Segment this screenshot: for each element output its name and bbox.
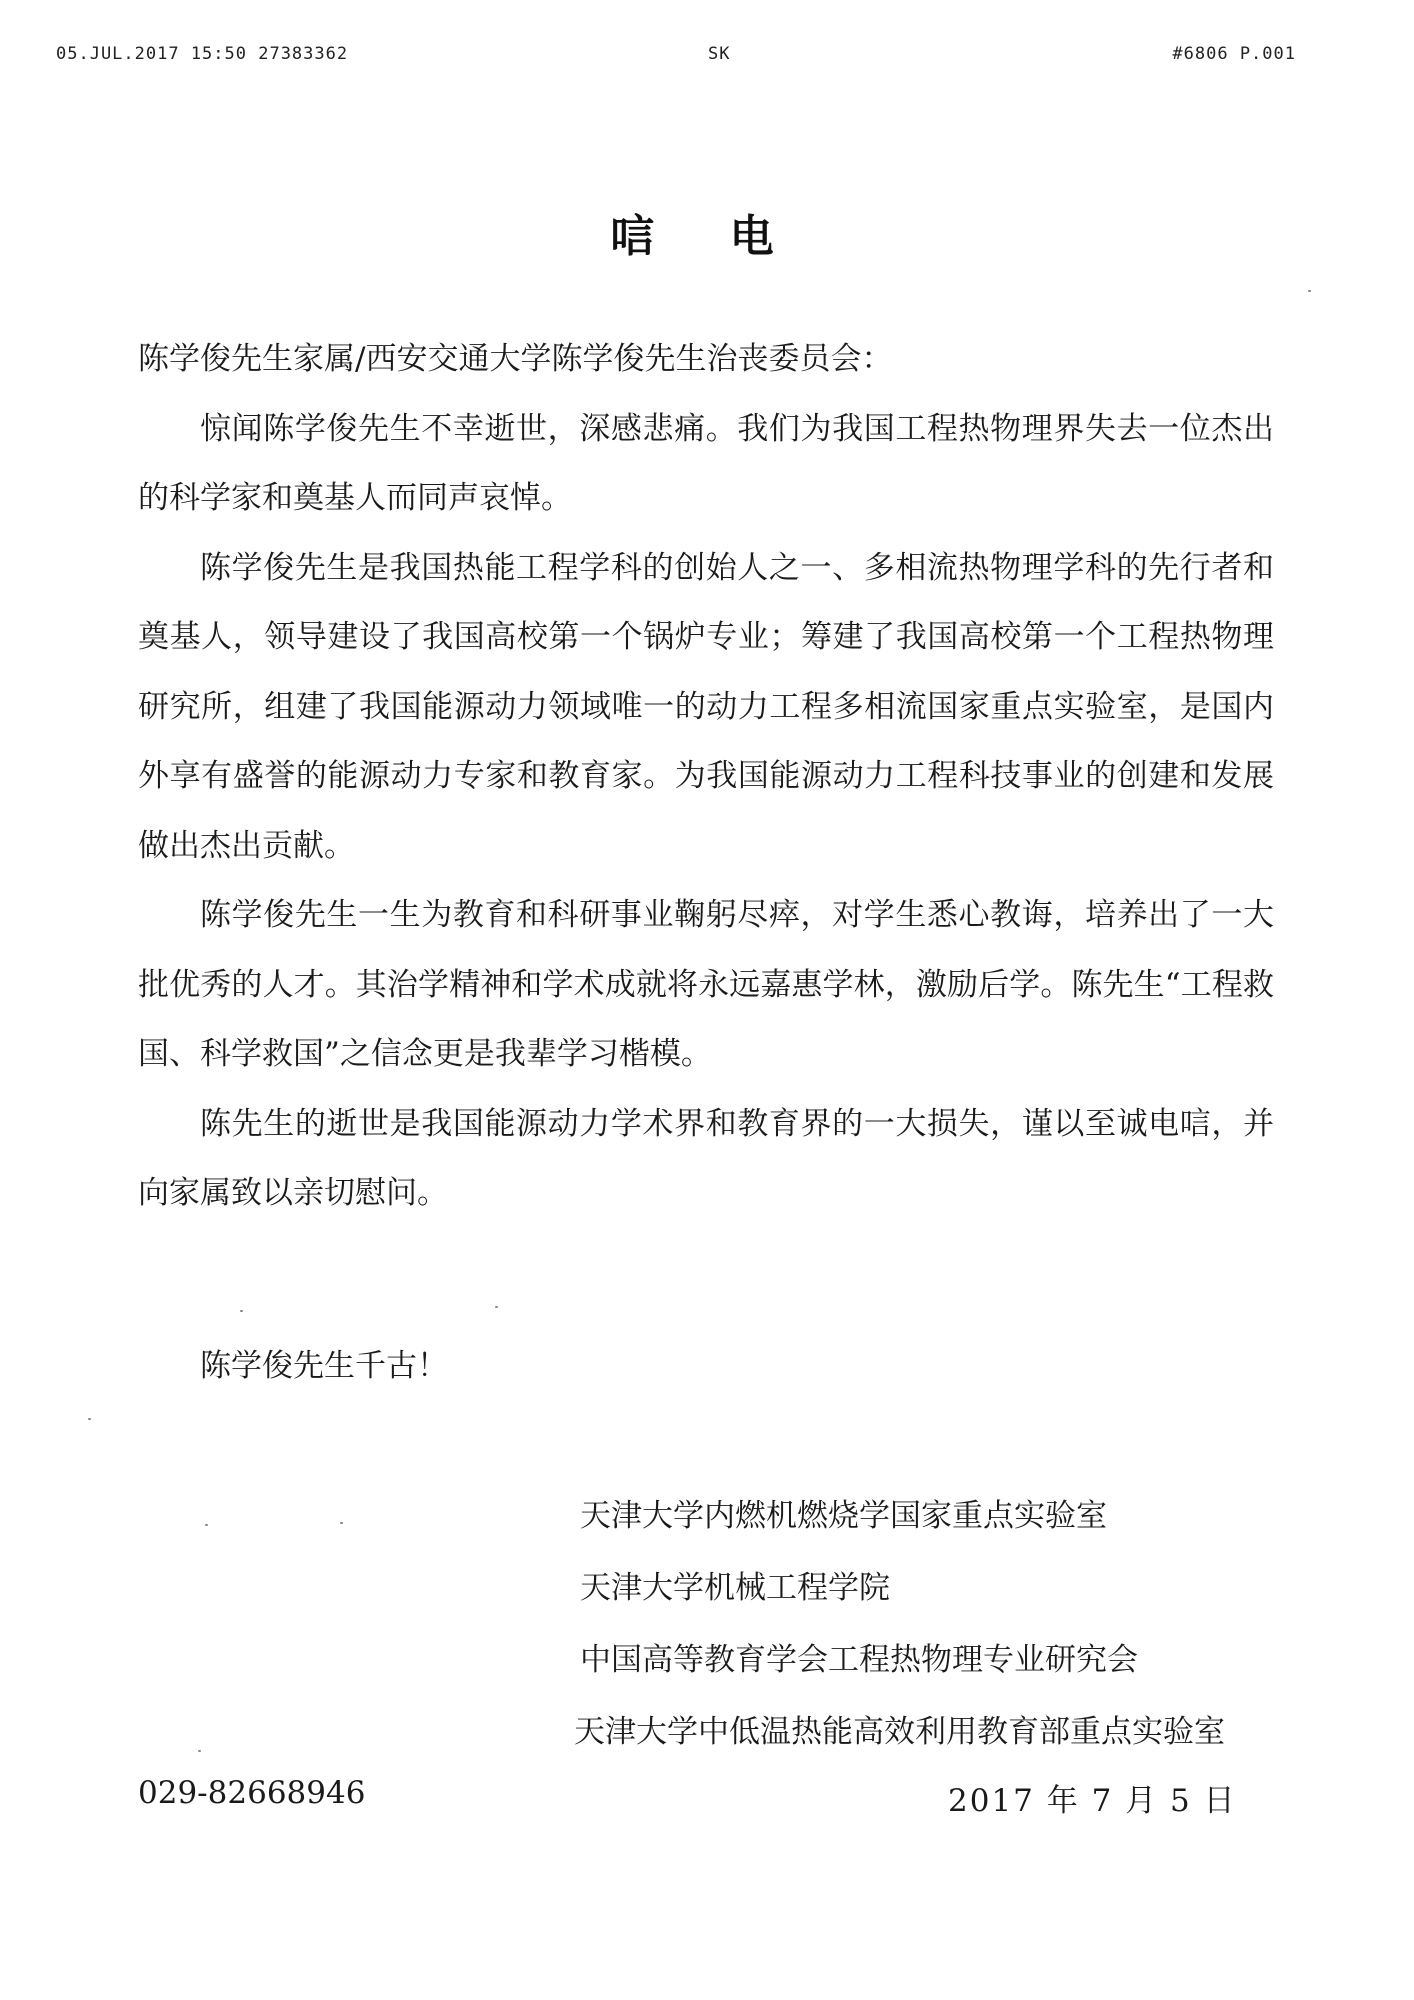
scan-speck [205, 1524, 208, 1526]
document-title: 唁 电 [610, 211, 804, 262]
paragraph-1: 惊闻陈学俊先生不幸逝世，深感悲痛。我们为我国工程热物理界失去一位杰出的科学家和奠基人而同声哀悼。 [138, 410, 1274, 516]
scan-speck [340, 1522, 343, 1524]
letter-body [138, 325, 1274, 1229]
closing-line: 陈学俊先生千古！ [200, 1348, 448, 1384]
fax-timestamp: 05.JUL.2017 15:50 27383362 [56, 44, 349, 64]
signatory-2: 天津大学机械工程学院 [580, 1570, 890, 1606]
fax-sender-code: SK [708, 44, 731, 64]
letter-date: 2017 年 7 月 5 日 [948, 1783, 1237, 1819]
scan-speck [88, 1418, 91, 1420]
fax-header [0, 44, 1414, 74]
paragraph-2: 陈学俊先生是我国热能工程学科的创始人之一、多相流热物理学科的先行者和奠基人，领导建设了我国高校第一个锅炉专业；筹建了我国高校第一个工程热物理研究所，组建了我国能源动力领域唯一的动力工程多相流国家重点实验室，是国内外享有盛誉的能源动力专家和教育家。为我国能源动力工程科技事业的创建和发展做出杰出贡献。 [138, 549, 1274, 864]
salutation: 陈学俊先生家属/西安交通大学陈学俊先生治丧委员会： [138, 341, 893, 377]
scan-speck [240, 1310, 243, 1312]
signatory-4: 天津大学中低温热能高效利用教育部重点实验室 [574, 1714, 1225, 1750]
signatory-3: 中国高等教育学会工程热物理专业研究会 [580, 1642, 1138, 1678]
scan-speck [495, 1306, 498, 1308]
fax-page-number: #6806 P.001 [1172, 44, 1296, 64]
paragraph-3: 陈学俊先生一生为教育和科研事业鞠躬尽瘁，对学生悉心教诲，培养出了一大批优秀的人才。其治学精神和学术成就将永远嘉惠学林，激励后学。陈先生“工程救国、科学救国”之信念更是我辈学习楷模。 [138, 897, 1274, 1072]
signatory-1: 天津大学内燃机燃烧学国家重点实验室 [580, 1498, 1107, 1534]
signatory-list [574, 1480, 1280, 1768]
paragraph-4: 陈先生的逝世是我国能源动力学术界和教育界的一大损失，谨以至诚电唁，并向家属致以亲切慰问。 [138, 1105, 1274, 1211]
phone-number: 029-82668946 [138, 1775, 366, 1811]
scan-speck [1308, 290, 1311, 292]
scan-speck [198, 1750, 201, 1752]
